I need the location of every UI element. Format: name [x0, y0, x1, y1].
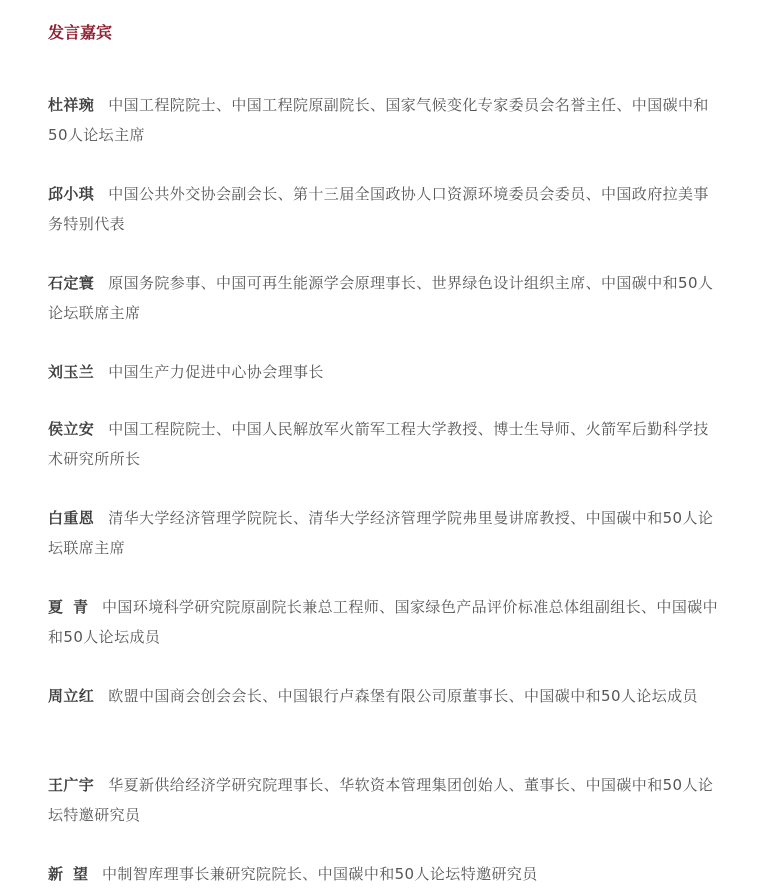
speaker-name: 石定寰	[48, 274, 95, 292]
speaker-description: 中国环境科学研究院原副院长兼总工程师、国家绿色产品评价标准总体组副组长、中国碳中和50人论坛成员	[48, 598, 719, 646]
speaker-item	[48, 681, 724, 711]
speaker-name: 刘玉兰	[48, 363, 95, 381]
speaker-item	[48, 770, 724, 830]
speaker-description: 欧盟中国商会创会会长、中国银行卢森堡有限公司原董事长、中国碳中和50人论坛成员	[108, 687, 698, 705]
speaker-item	[48, 357, 724, 387]
speaker-item	[48, 859, 724, 889]
speaker-description: 中国生产力促进中心协会理事长	[108, 363, 324, 381]
speaker-description: 中国工程院院士、中国人民解放军火箭军工程大学教授、博士生导师、火箭军后勤科学技术研究所所长	[48, 420, 709, 468]
speaker-item	[48, 268, 724, 328]
speaker-name: 侯立安	[48, 420, 95, 438]
speaker-name: 夏青	[48, 598, 99, 616]
section-title: 发言嘉宾	[48, 23, 113, 42]
speaker-name: 王广宇	[48, 776, 95, 794]
speaker-item	[48, 414, 724, 474]
speaker-description: 清华大学经济管理学院院长、清华大学经济管理学院弗里曼讲席教授、中国碳中和50人论坛联席主席	[48, 509, 714, 557]
speaker-item	[48, 90, 724, 150]
speaker-description: 中国公共外交协会副会长、第十三届全国政协人口资源环境委员会委员、中国政府拉美事务特别代表	[48, 185, 709, 233]
speaker-name: 周立红	[48, 687, 95, 705]
speaker-description: 中国工程院院士、中国工程院原副院长、国家气候变化专家委员会名誉主任、中国碳中和50人论坛主席	[48, 96, 709, 144]
speaker-description: 中制智库理事长兼研究院院长、中国碳中和50人论坛特邀研究员	[102, 865, 538, 883]
speaker-name: 白重恩	[48, 509, 95, 527]
speaker-description: 华夏新供给经济学研究院理事长、华软资本管理集团创始人、董事长、中国碳中和50人论坛特邀研究员	[48, 776, 714, 824]
speaker-name: 杜祥琬	[48, 96, 95, 114]
speaker-name: 邱小琪	[48, 185, 95, 203]
speaker-name: 新望	[48, 865, 99, 883]
speaker-description: 原国务院参事、中国可再生能源学会原理事长、世界绿色设计组织主席、中国碳中和50人论坛联席主席	[48, 274, 714, 322]
speaker-item	[48, 503, 724, 563]
speaker-item	[48, 592, 724, 652]
speaker-item	[48, 179, 724, 239]
